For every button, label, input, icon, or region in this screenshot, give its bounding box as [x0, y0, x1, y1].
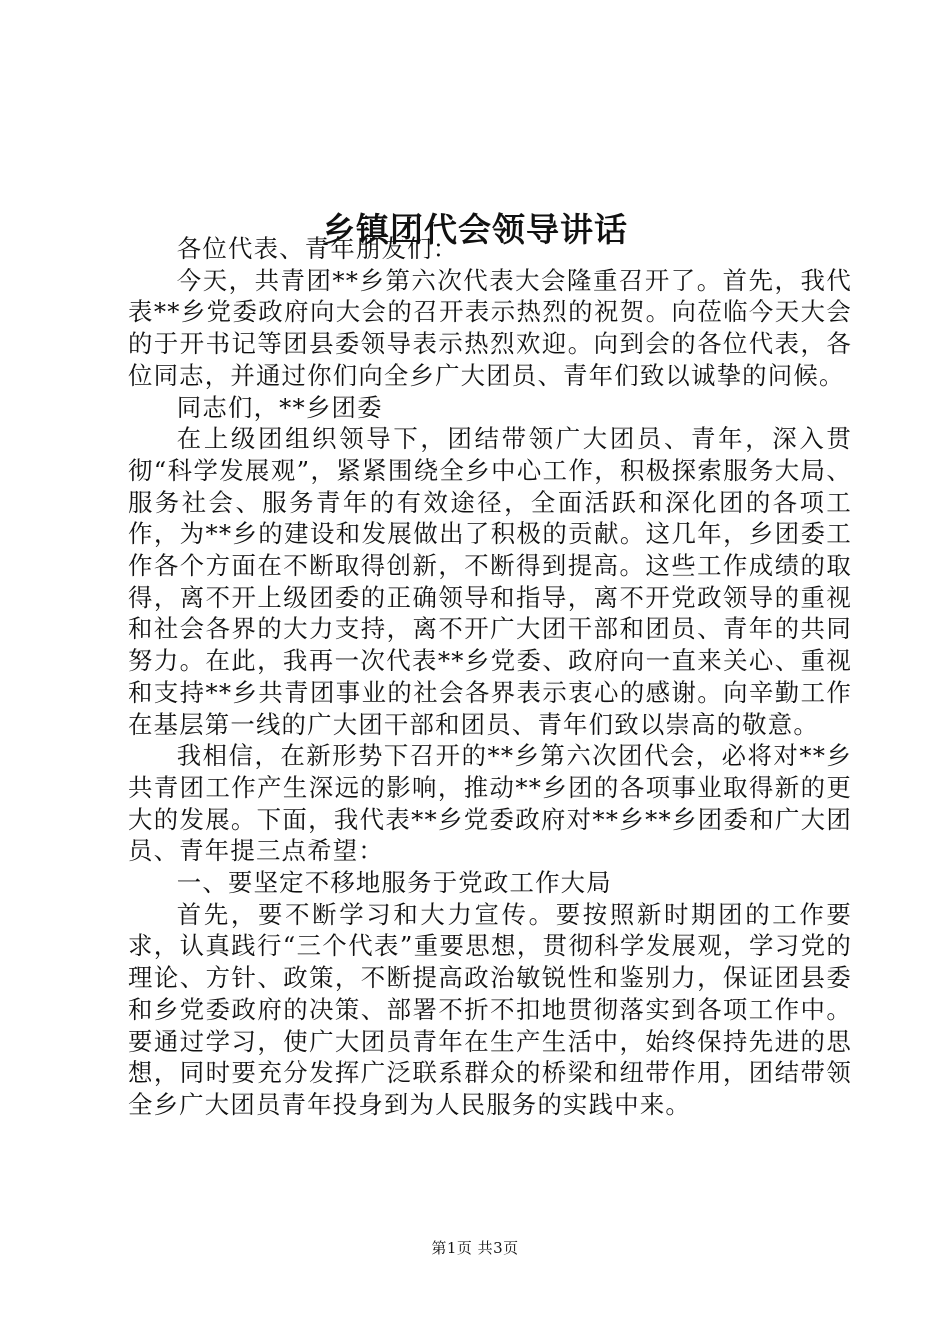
paragraph-hopes: 我相信，在新形势下召开的**乡第六次团代会，必将对**乡共青团工作产生深远的影响，推动**乡团的各项事业取得新的更大的发展。下面，我代表**乡党委政府对**乡**乡团委和广大团员、青年提三点希望： — [128, 741, 852, 866]
document-body — [128, 233, 852, 1121]
paragraph-comrades: 同志们，**乡团委 — [176, 392, 383, 422]
document-title: 乡镇团代会领导讲话 — [322, 210, 628, 250]
section-heading-1: 一、要坚定不移地服务于党政工作大局 — [176, 868, 612, 898]
salutation: 各位代表、青年朋友们： — [176, 234, 459, 263]
page-number-footer: 第1页 共3页 — [431, 1239, 519, 1257]
paragraph-achievements: 在上级团组织领导下，团结带领广大团员、青年，深入贯彻“科学发展观”，紧紧围绕全乡中心工作，积极探索服务大局、服务社会、服务青年的有效途径，全面活跃和深化团的各项工作，为**乡的建设和发展做出了积极的贡献。这几年，乡团委工作各个方面在不断取得创新，不断得到提高。这些工作成绩的取得，离不开上级团委的正确领导和指导，离不开党政领导的重视和社会各界的大力支持，离不开广大团干部和团员、青年的共同努力。在此，我再一次代表**乡党委、政府向一直来关心、重视和支持**乡共青团事业的社会各界表示衷心的感谢。向辛勤工作在基层第一线的广大团干部和团员、青年们致以崇高的敬意。 — [128, 424, 852, 739]
paragraph-opening: 今天，共青团**乡第六次代表大会隆重召开了。首先，我代表**乡党委政府向大会的召开表示热烈的祝贺。向莅临今天大会的于开书记等团县委领导表示热烈欢迎。向到会的各位代表，各位同志，并通过你们向全乡广大团员、青年们致以诚挚的问候。 — [128, 265, 852, 390]
paragraph-study: 首先，要不断学习和大力宣传。要按照新时期团的工作要求，认真践行“三个代表”重要思想，贯彻科学发展观，学习党的理论、方针、政策，不断提高政治敏锐性和鉴别力，保证团县委和乡党委政府的决策、部署不折不扣地贯彻落实到各项工作中。要通过学习，使广大团员青年在生产生活中，始终保持先进的思想，同时要充分发挥广泛联系群众的桥梁和纽带作用，团结带领全乡广大团员青年投身到为人民服务的实践中来。 — [128, 899, 852, 1119]
